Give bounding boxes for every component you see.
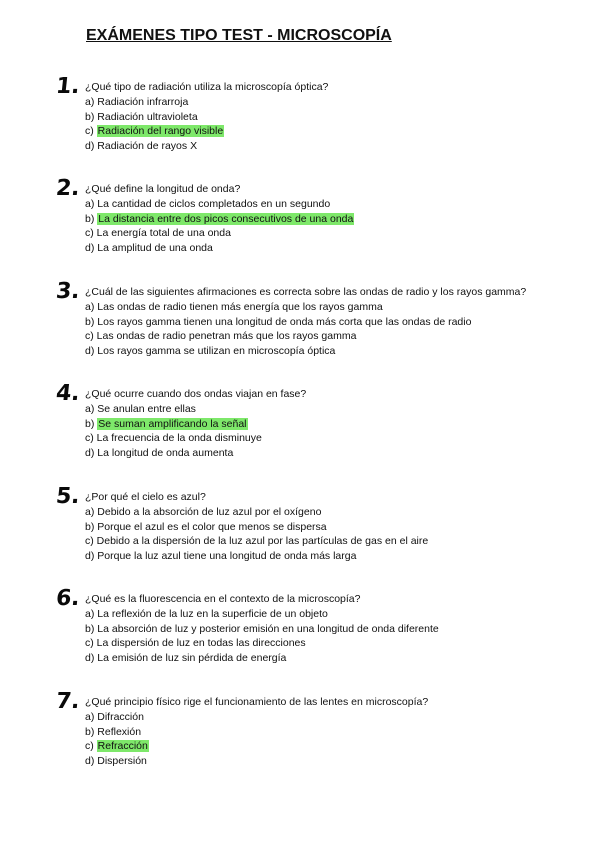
answer-options	[85, 300, 471, 359]
question-number: 2.	[54, 176, 82, 201]
option-letter: b)	[85, 212, 95, 225]
option-text: Difracción	[97, 711, 144, 723]
option-letter: a)	[85, 301, 95, 313]
correct-answer-highlight: Se suman amplificando la señal	[98, 417, 247, 430]
answer-options	[85, 95, 224, 154]
option-letter: a)	[85, 711, 95, 723]
option-letter: d)	[85, 652, 95, 665]
option-text: Los rayos gamma se utilizan en microscopía óptica	[97, 345, 336, 358]
option-text: La emisión de luz sin pérdida de energía	[97, 652, 287, 665]
answer-option	[85, 402, 262, 417]
option-letter: c)	[85, 227, 94, 240]
answer-option	[85, 197, 354, 212]
correct-answer-highlight: La distancia entre dos picos consecutivos de una onda	[98, 212, 354, 225]
answer-option	[85, 315, 471, 330]
option-text: La dispersión de luz en todas las direcciones	[96, 637, 306, 650]
answer-option	[85, 417, 262, 432]
question-number: 6.	[54, 586, 82, 611]
answer-option	[85, 110, 224, 125]
question-text: ¿Por qué el cielo es azul?	[85, 491, 206, 503]
option-text: Dispersión	[97, 755, 147, 768]
answer-option	[85, 549, 428, 564]
answer-options	[85, 505, 428, 564]
answer-option	[85, 446, 262, 461]
correct-answer-highlight: Radiación del rango visible	[97, 125, 224, 138]
option-letter: b)	[85, 110, 95, 123]
question-text: ¿Qué es la fluorescencia en el contexto de la microscopía?	[85, 593, 361, 605]
option-letter: b)	[85, 622, 95, 635]
answer-option	[85, 431, 262, 446]
answer-option	[85, 725, 149, 740]
correct-answer-highlight: Refracción	[97, 740, 148, 753]
option-letter: c)	[85, 740, 94, 753]
answer-option	[85, 534, 428, 549]
option-text: Porque la luz azul tiene una longitud de onda más larga	[97, 550, 357, 563]
option-letter: d)	[85, 447, 95, 460]
option-text: La reflexión de la luz en la superficie de un objeto	[97, 608, 328, 620]
option-letter: d)	[85, 242, 95, 255]
question-number: 5.	[54, 484, 82, 509]
option-text: Radiación de rayos X	[97, 140, 198, 153]
option-letter: a)	[85, 198, 95, 210]
option-letter: a)	[85, 403, 95, 415]
option-text: La frecuencia de la onda disminuye	[96, 432, 262, 445]
option-text: La longitud de onda aumenta	[97, 447, 234, 460]
question-number: 7.	[54, 689, 82, 714]
answer-option	[85, 212, 354, 227]
option-letter: d)	[85, 140, 95, 153]
page-title: EXÁMENES TIPO TEST - MICROSCOPÍA	[86, 27, 392, 44]
option-text: Debido a la absorción de luz azul por el oxígeno	[97, 506, 322, 518]
option-letter: c)	[85, 535, 94, 548]
option-letter: b)	[85, 725, 95, 738]
answer-option	[85, 622, 439, 637]
option-text: La absorción de luz y posterior emisión en una longitud de onda diferente	[97, 622, 439, 635]
option-text: Se anulan entre ellas	[97, 403, 196, 415]
option-letter: b)	[85, 520, 95, 533]
answer-option	[85, 505, 428, 520]
answer-options	[85, 710, 149, 769]
option-letter: c)	[85, 125, 94, 138]
answer-option	[85, 520, 428, 535]
option-text: Los rayos gamma tienen una longitud de onda más corta que las ondas de radio	[97, 315, 472, 328]
answer-option	[85, 241, 354, 256]
answer-option	[85, 710, 149, 725]
answer-option	[85, 651, 439, 666]
option-text: Porque el azul es el color que menos se dispersa	[97, 520, 327, 533]
option-text: Radiación ultravioleta	[97, 110, 198, 123]
option-text: Debido a la dispersión de la luz azul por las partículas de gas en el aire	[96, 535, 429, 548]
option-letter: a)	[85, 96, 95, 108]
option-text: Las ondas de radio penetran más que los rayos gamma	[96, 330, 357, 343]
option-letter: a)	[85, 608, 95, 620]
answer-option	[85, 607, 439, 622]
answer-option	[85, 739, 149, 754]
answer-options	[85, 607, 439, 666]
question-text: ¿Qué define la longitud de onda?	[85, 183, 241, 195]
question-text: ¿Qué principio físico rige el funcionamiento de las lentes en microscopía?	[85, 696, 429, 708]
option-letter: c)	[85, 330, 94, 343]
answer-option	[85, 344, 471, 359]
answer-option	[85, 636, 439, 651]
answer-options	[85, 402, 262, 461]
question-number: 4.	[54, 381, 82, 406]
answer-option	[85, 329, 471, 344]
question-text: ¿Qué ocurre cuando dos ondas viajan en fase?	[85, 388, 307, 400]
answer-option	[85, 139, 224, 154]
option-letter: c)	[85, 637, 94, 650]
option-letter: d)	[85, 755, 95, 768]
option-letter: b)	[85, 315, 95, 328]
option-letter: c)	[85, 432, 94, 445]
option-text: Radiación infrarroja	[97, 96, 189, 108]
option-text: La amplitud de una onda	[97, 242, 213, 255]
answer-option	[85, 124, 224, 139]
question-text: ¿Qué tipo de radiación utiliza la microscopía óptica?	[85, 81, 329, 93]
option-text: Reflexión	[97, 725, 142, 738]
option-text: La cantidad de ciclos completados en un segundo	[97, 198, 331, 210]
option-text: La energía total de una onda	[96, 227, 231, 240]
option-letter: d)	[85, 550, 95, 563]
answer-option	[85, 95, 224, 110]
option-text: Las ondas de radio tienen más energía que los rayos gamma	[97, 301, 383, 313]
question-number: 1.	[54, 74, 82, 99]
option-letter: b)	[85, 417, 95, 430]
question-number: 3.	[54, 279, 82, 304]
answer-option	[85, 226, 354, 241]
option-letter: a)	[85, 506, 95, 518]
option-letter: d)	[85, 345, 95, 358]
answer-option	[85, 300, 471, 315]
answer-options	[85, 197, 354, 256]
answer-option	[85, 754, 149, 769]
question-text: ¿Cuál de las siguientes afirmaciones es correcta sobre las ondas de radio y los rayos gamma?	[85, 286, 527, 298]
